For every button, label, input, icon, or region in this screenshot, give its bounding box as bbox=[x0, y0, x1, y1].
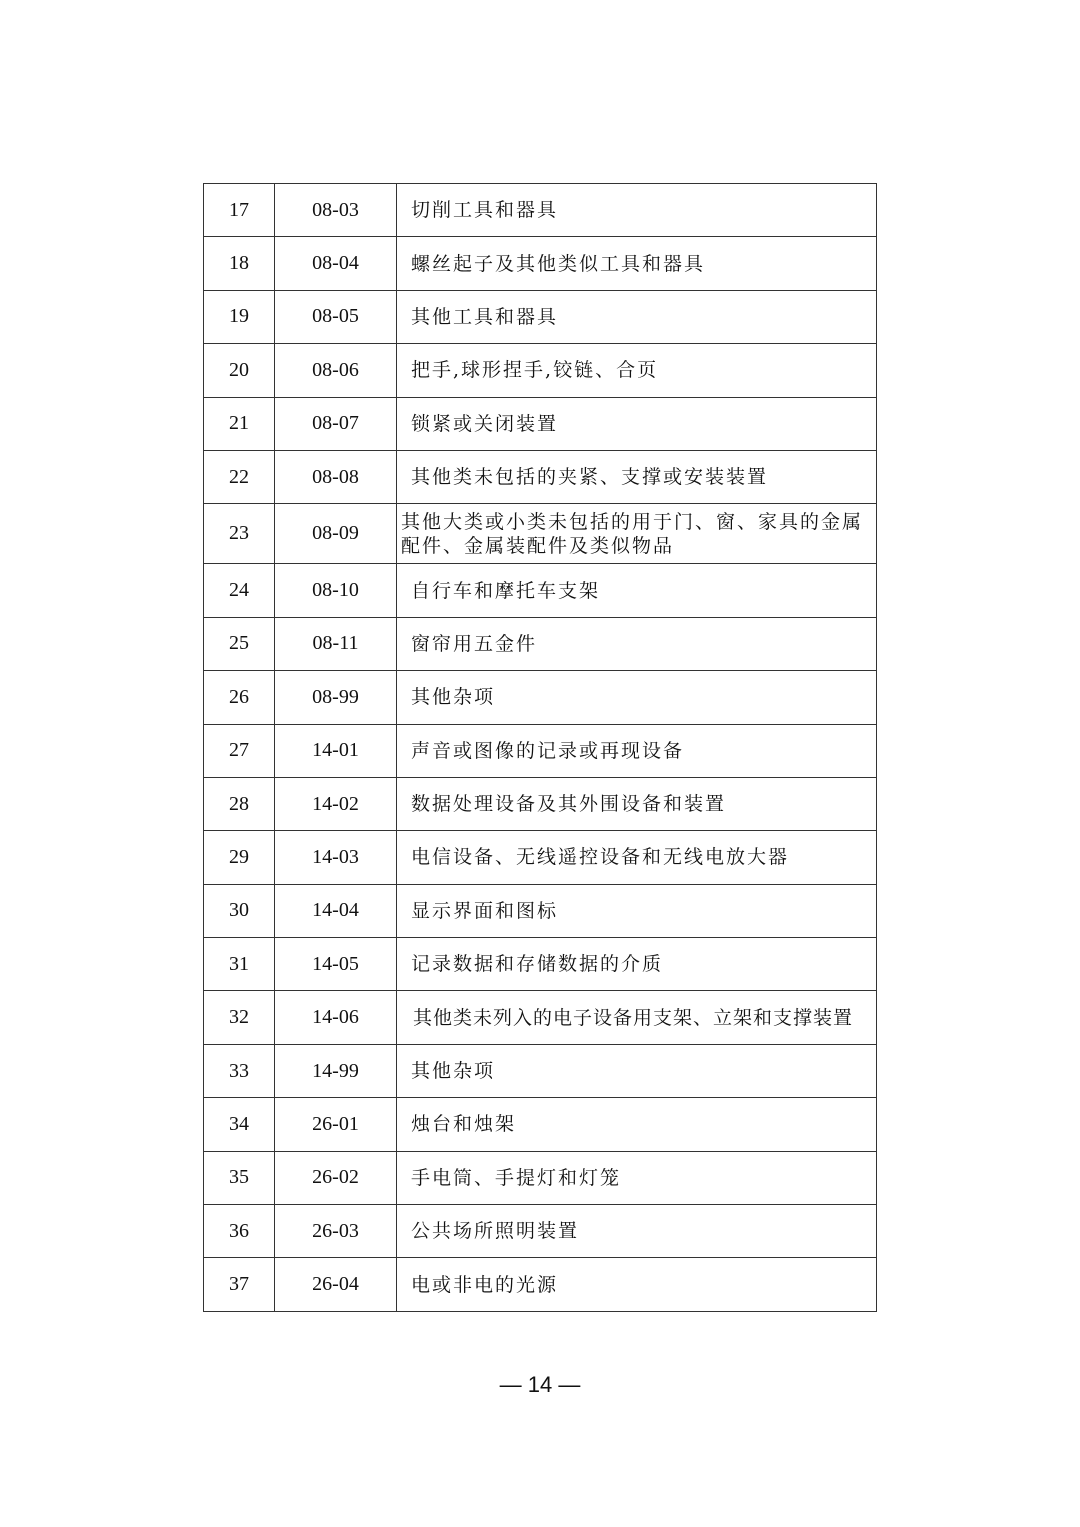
table-row bbox=[204, 1098, 877, 1151]
class-code: 08-06 bbox=[275, 344, 397, 397]
class-name: 电或非电的光源 bbox=[397, 1258, 877, 1311]
class-name: 手电筒、手提灯和灯笼 bbox=[397, 1151, 877, 1204]
class-name: 其他杂项 bbox=[397, 671, 877, 724]
table-row bbox=[204, 1205, 877, 1258]
row-number: 34 bbox=[204, 1098, 275, 1151]
row-number: 20 bbox=[204, 344, 275, 397]
row-number: 35 bbox=[204, 1151, 275, 1204]
table-row bbox=[204, 184, 877, 237]
table-row bbox=[204, 671, 877, 724]
class-code: 14-04 bbox=[275, 884, 397, 937]
class-code: 14-02 bbox=[275, 777, 397, 830]
class-name: 锁紧或关闭装置 bbox=[397, 397, 877, 450]
class-name: 其他类未包括的夹紧、支撑或安装装置 bbox=[397, 450, 877, 503]
page-number: — 14 — bbox=[499, 1372, 581, 1397]
table-row bbox=[204, 344, 877, 397]
row-number: 17 bbox=[204, 184, 275, 237]
table-row bbox=[204, 564, 877, 617]
class-code: 26-04 bbox=[275, 1258, 397, 1311]
class-name: 其他工具和器具 bbox=[397, 290, 877, 343]
class-code: 08-08 bbox=[275, 450, 397, 503]
class-name: 显示界面和图标 bbox=[397, 884, 877, 937]
row-number: 26 bbox=[204, 671, 275, 724]
row-number: 30 bbox=[204, 884, 275, 937]
class-name: 其他杂项 bbox=[397, 1044, 877, 1097]
class-code: 26-02 bbox=[275, 1151, 397, 1204]
class-code: 26-03 bbox=[275, 1205, 397, 1258]
class-code: 14-05 bbox=[275, 938, 397, 991]
row-number: 37 bbox=[204, 1258, 275, 1311]
table-row bbox=[204, 1258, 877, 1311]
class-code: 08-99 bbox=[275, 671, 397, 724]
class-name: 其他大类或小类未包括的用于门、窗、家具的金属配件、金属装配件及类似物品 bbox=[397, 504, 877, 564]
class-name: 烛台和烛架 bbox=[397, 1098, 877, 1151]
class-name: 公共场所照明装置 bbox=[397, 1205, 877, 1258]
table-row bbox=[204, 504, 877, 564]
class-code: 08-03 bbox=[275, 184, 397, 237]
class-code: 08-05 bbox=[275, 290, 397, 343]
class-code: 08-09 bbox=[275, 504, 397, 564]
class-name: 电信设备、无线遥控设备和无线电放大器 bbox=[397, 831, 877, 884]
row-number: 29 bbox=[204, 831, 275, 884]
table-row bbox=[204, 450, 877, 503]
class-name: 切削工具和器具 bbox=[397, 184, 877, 237]
table-row bbox=[204, 724, 877, 777]
row-number: 33 bbox=[204, 1044, 275, 1097]
row-number: 23 bbox=[204, 504, 275, 564]
class-code: 08-07 bbox=[275, 397, 397, 450]
class-code: 14-99 bbox=[275, 1044, 397, 1097]
class-name: 记录数据和存储数据的介质 bbox=[397, 938, 877, 991]
row-number: 19 bbox=[204, 290, 275, 343]
class-name: 螺丝起子及其他类似工具和器具 bbox=[397, 237, 877, 290]
class-code: 08-04 bbox=[275, 237, 397, 290]
class-code: 14-03 bbox=[275, 831, 397, 884]
table-row bbox=[204, 237, 877, 290]
row-number: 25 bbox=[204, 617, 275, 670]
row-number: 18 bbox=[204, 237, 275, 290]
table-row bbox=[204, 1044, 877, 1097]
table-row bbox=[204, 884, 877, 937]
table-row bbox=[204, 991, 877, 1044]
row-number: 21 bbox=[204, 397, 275, 450]
row-number: 22 bbox=[204, 450, 275, 503]
row-number: 32 bbox=[204, 991, 275, 1044]
classification-table bbox=[203, 183, 877, 1312]
class-name: 声音或图像的记录或再现设备 bbox=[397, 724, 877, 777]
class-name: 把手,球形捏手,铰链、合页 bbox=[397, 344, 877, 397]
row-number: 36 bbox=[204, 1205, 275, 1258]
class-name: 窗帘用五金件 bbox=[397, 617, 877, 670]
class-code: 14-06 bbox=[275, 991, 397, 1044]
row-number: 24 bbox=[204, 564, 275, 617]
class-code: 26-01 bbox=[275, 1098, 397, 1151]
table-row bbox=[204, 1151, 877, 1204]
class-name: 其他类未列入的电子设备用支架、立架和支撑装置 bbox=[397, 991, 877, 1044]
table-body bbox=[204, 184, 877, 1312]
class-code: 14-01 bbox=[275, 724, 397, 777]
row-number: 28 bbox=[204, 777, 275, 830]
class-name: 自行车和摩托车支架 bbox=[397, 564, 877, 617]
table-row bbox=[204, 938, 877, 991]
table-row bbox=[204, 397, 877, 450]
table-row bbox=[204, 617, 877, 670]
table-row bbox=[204, 290, 877, 343]
table-row bbox=[204, 777, 877, 830]
row-number: 27 bbox=[204, 724, 275, 777]
class-name: 数据处理设备及其外围设备和装置 bbox=[397, 777, 877, 830]
class-code: 08-10 bbox=[275, 564, 397, 617]
table-row bbox=[204, 831, 877, 884]
row-number: 31 bbox=[204, 938, 275, 991]
class-code: 08-11 bbox=[275, 617, 397, 670]
